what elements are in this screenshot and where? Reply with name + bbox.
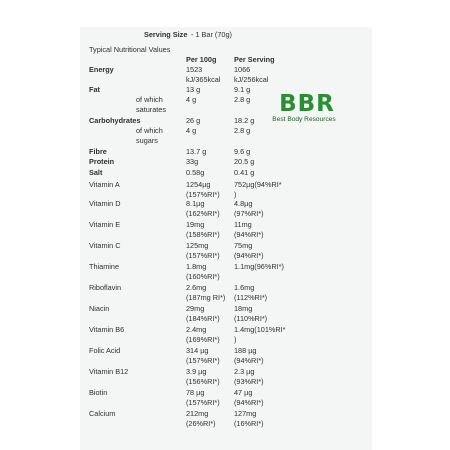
value-per-100g: 314 µg (157%RI*)	[186, 346, 220, 365]
nutrient-name: Vitamin B12	[89, 367, 129, 376]
nutrient-name: of which sugars	[136, 126, 163, 145]
value-per-100g: 1523 kJ/365kcal	[186, 65, 221, 84]
value-per-serving: 1066 kJ/256kcal	[234, 65, 269, 84]
header-per-serving: Per Serving	[234, 55, 275, 64]
value-per-serving: 4.8µg (97%RI*)	[234, 199, 264, 218]
nutrient-name: Biotin	[89, 388, 108, 397]
nutrient-name: Folic Acid	[89, 346, 121, 355]
nutrient-name: Protein	[89, 157, 115, 166]
value-per-100g: 13 g	[186, 85, 201, 94]
value-per-100g: 1.8mg (160%RI*)	[186, 262, 220, 281]
nutrient-name: Niacin	[89, 304, 110, 313]
value-per-100g: 19mg (158%RI*)	[186, 220, 220, 239]
value-per-serving: 752µg(94%RI* )	[234, 180, 282, 199]
nutrient-name: Riboflavin	[89, 283, 122, 292]
value-per-100g: 13.7 g	[186, 147, 207, 156]
value-per-100g: 4 g	[186, 95, 197, 104]
value-per-100g: 26 g	[186, 116, 201, 125]
nutrient-name: Energy	[89, 65, 114, 74]
value-per-serving: 2.8 g	[234, 95, 251, 104]
nutrient-name: Vitamin C	[89, 241, 121, 250]
value-per-serving: 18mg (110%RI*)	[234, 304, 268, 323]
value-per-100g: 2.6mg (187mg RI*)	[186, 283, 226, 302]
header-per-100g: Per 100g	[186, 55, 217, 64]
value-per-100g: 3.9 µg (156%RI*)	[186, 367, 220, 386]
value-per-100g: 1254µg (157%RI*)	[186, 180, 220, 199]
nutrient-name: Vitamin E	[89, 220, 121, 229]
nutrient-name: Vitamin D	[89, 199, 121, 208]
value-per-100g: 212mg (26%RI*)	[186, 409, 216, 428]
value-per-100g: 78 µg (157%RI*)	[186, 388, 220, 407]
value-per-100g: 125mg (157%RI*)	[186, 241, 220, 260]
value-per-serving: 1.4mg(101%RI* )	[234, 325, 286, 344]
value-per-serving: 2.8 g	[234, 126, 251, 135]
value-per-serving: 20.5 g	[234, 157, 255, 166]
value-per-serving: 2.3 µg (93%RI*)	[234, 367, 264, 386]
value-per-serving: 9.6 g	[234, 147, 251, 156]
value-per-100g: 0.58g	[186, 168, 205, 177]
value-per-100g: 4 g	[186, 126, 197, 135]
value-per-serving: 1.1mg(96%RI*)	[234, 262, 284, 271]
value-per-serving: 0.41 g	[234, 168, 255, 177]
value-per-serving: 75mg (94%RI*)	[234, 241, 264, 260]
nutrient-name: Fat	[89, 85, 100, 94]
value-per-100g: 29mg (184%RI*)	[186, 304, 220, 323]
serving-size-label: Serving Size	[144, 30, 188, 39]
nutrient-name: of which saturates	[136, 95, 167, 114]
nutrient-name: Vitamin B6	[89, 325, 125, 334]
nutrient-name: Fibre	[89, 147, 107, 156]
value-per-100g: 33g	[186, 157, 199, 166]
nutrient-name: Calcium	[89, 409, 116, 418]
nutrient-name: Carbohydrates	[89, 116, 141, 125]
table-title: Typical Nutritional Values	[89, 45, 171, 54]
value-per-serving: 18.2 g	[234, 116, 255, 125]
value-per-100g: 2.4mg (169%RI*)	[186, 325, 220, 344]
nutrient-name: Thiamine	[89, 262, 120, 271]
value-per-100g: 8.1µg (162%RI*)	[186, 199, 220, 218]
value-per-serving: 11mg (94%RI*)	[234, 220, 264, 239]
serving-size-value: - 1 Bar (70g)	[191, 30, 232, 39]
nutrient-name: Vitamin A	[89, 180, 120, 189]
value-per-serving: 9.1 g	[234, 85, 251, 94]
value-per-serving: 1.6mg (112%RI*)	[234, 283, 268, 302]
logo-subtitle: Best Body Resources	[272, 116, 336, 123]
nutrient-name: Salt	[89, 168, 103, 177]
value-per-serving: 127mg (16%RI*)	[234, 409, 264, 428]
value-per-serving: 47 µg (94%RI*)	[234, 388, 264, 407]
value-per-serving: 188 µg (94%RI*)	[234, 346, 264, 365]
logo-text: BBR	[279, 91, 335, 117]
